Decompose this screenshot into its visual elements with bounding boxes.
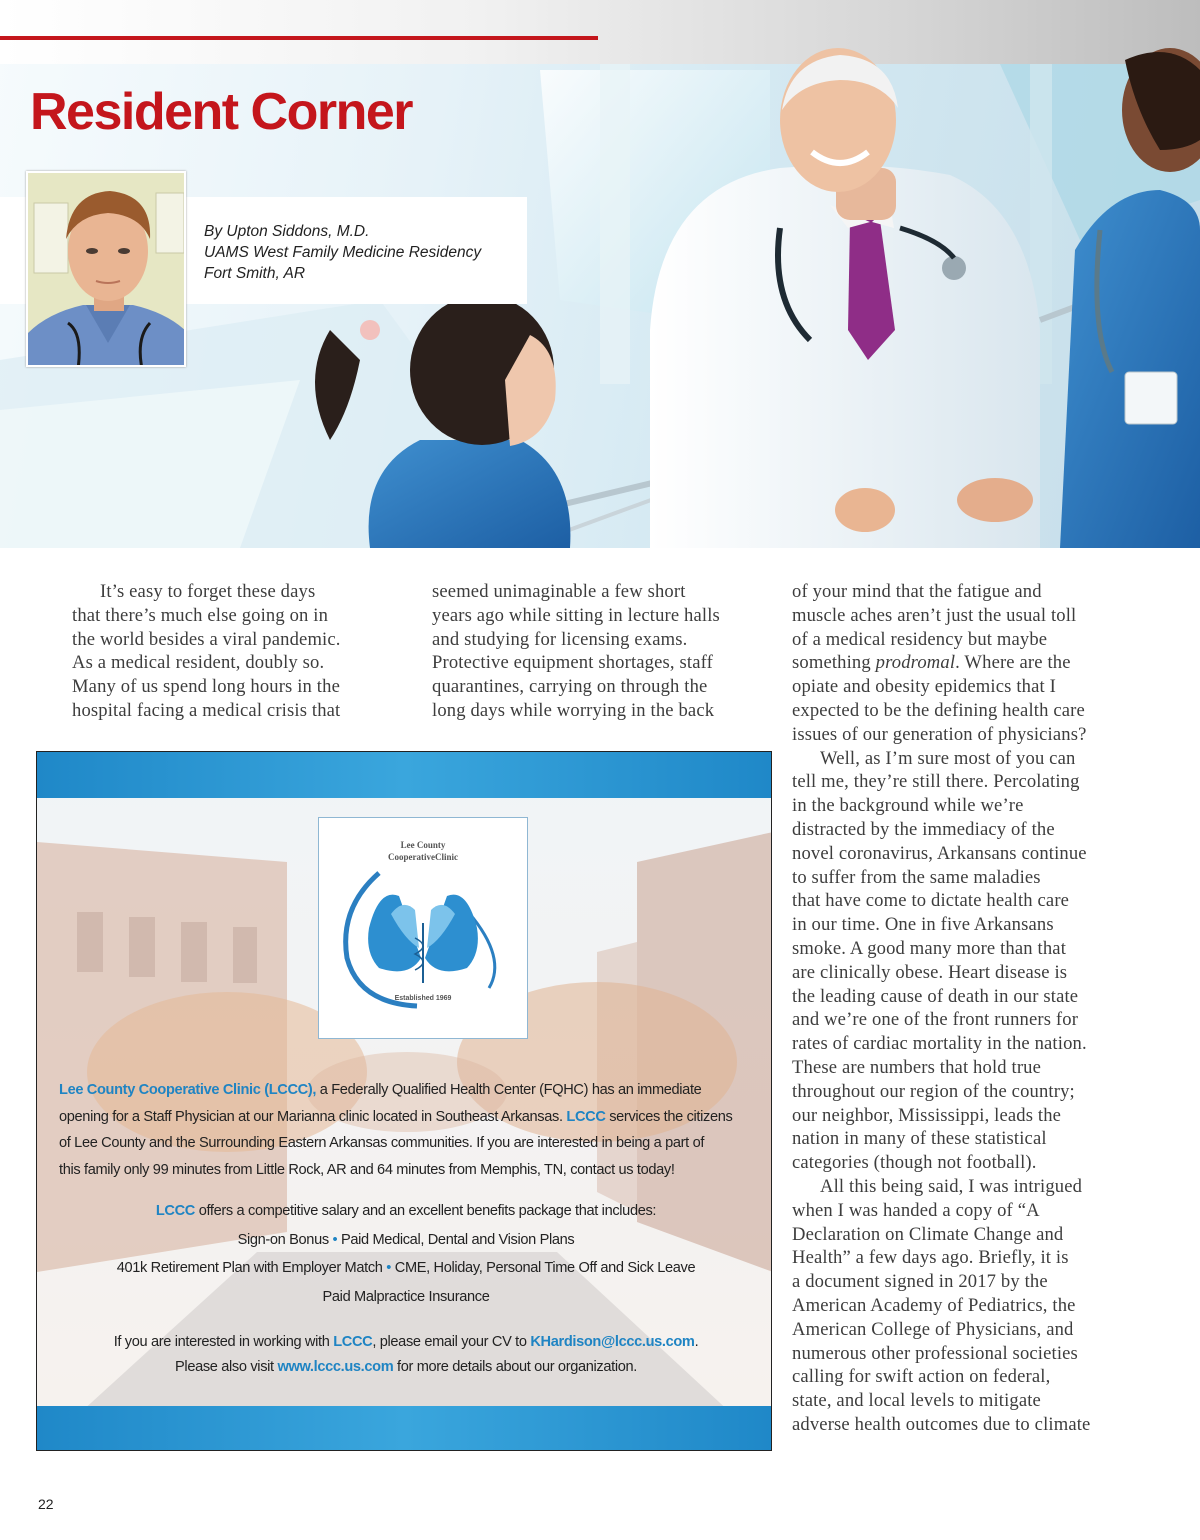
- text-line: our neighbor, Mississippi, leads the: [792, 1104, 1062, 1126]
- clinic-name: Lee County Cooperative Clinic (LCCC),: [59, 1082, 317, 1098]
- text-line: [792, 651, 1090, 675]
- benefit-item: 401k Retirement Plan with Employer Match: [116, 1260, 383, 1276]
- text-line: and studying for licensing exams.: [432, 628, 688, 650]
- text-line: years ago while sitting in lecture halls: [432, 604, 720, 626]
- ad-text-span: offers a competitive salary and an excellent benefits package that includes:: [194, 1203, 657, 1219]
- text-line: These are numbers that hold true: [792, 1056, 1042, 1078]
- ad-line: [59, 1077, 753, 1104]
- article-column-3: [792, 580, 1090, 1437]
- text-line: opiate and obesity epidemics that I: [792, 676, 1056, 698]
- text-line: rates of cardiac mortality in the nation.: [792, 1033, 1087, 1055]
- ad-bottom-bar: [37, 1406, 771, 1450]
- text-line: categories (though not football).: [792, 1152, 1037, 1174]
- bullet-separator: •: [386, 1260, 392, 1276]
- clinic-logo: [318, 817, 528, 1039]
- ad-line: this family only 99 minutes from Little Rock, AR and 64 minutes from Memphis, TN, contact us today!: [59, 1161, 675, 1178]
- ad-text-span: opening for a Staff Physician at our Marianna clinic located in Southeast Arkansas.: [59, 1108, 567, 1125]
- text-line: to suffer from the same maladies: [792, 866, 1041, 888]
- text-line: hospital facing a medical crisis that: [72, 699, 341, 721]
- text-line: a document signed in 2017 by the: [792, 1271, 1048, 1293]
- clinic-abbr: LCCC: [155, 1203, 195, 1219]
- byline-location: Fort Smith, AR: [204, 265, 306, 282]
- text-line: issues of our generation of physicians?: [792, 723, 1087, 745]
- byline: [204, 221, 481, 284]
- text-line: when I was handed a copy of “A: [792, 1199, 1040, 1221]
- text-line: distracted by the immediacy of the: [792, 818, 1055, 840]
- benefit-item: Sign-on Bonus: [237, 1231, 329, 1248]
- ad-text-span: for more details about our organization.: [393, 1359, 637, 1375]
- byline-author: By Upton Siddons, M.D.: [204, 223, 370, 240]
- text-line: the world besides a viral pandemic.: [72, 628, 341, 650]
- text-line: that have come to dictate health care: [792, 890, 1070, 912]
- text-span: . Where are the: [955, 652, 1071, 674]
- text-line: seemed unimaginable a few short: [432, 581, 686, 602]
- ad-line: of Lee County and the Surrounding Eastern Arkansas communities. If you are interested in being a part of: [59, 1135, 705, 1151]
- text-line: muscle aches aren’t just the usual toll: [792, 604, 1077, 626]
- ad-line: [59, 1197, 753, 1226]
- author-photo: [26, 171, 186, 367]
- text-line: As a medical resident, doubly so.: [72, 652, 325, 674]
- ad-benefits: [59, 1197, 753, 1311]
- contact-email-link[interactable]: KHardison@lccc.us.com: [530, 1334, 695, 1350]
- text-line: and we’re one of the front runners for: [792, 1009, 1079, 1031]
- benefit-item: Paid Malpractice Insurance: [322, 1288, 490, 1305]
- emphasis-word: prodromal: [875, 652, 956, 674]
- text-line: novel coronavirus, Arkansans continue: [792, 842, 1087, 864]
- article-column-1: [72, 580, 341, 723]
- text-line: nation in many of these statistical: [792, 1128, 1047, 1150]
- author-portrait: [28, 173, 186, 367]
- ad-text-span: .: [694, 1334, 699, 1350]
- text-line: It’s easy to forget these days: [100, 581, 316, 602]
- ad-line: [59, 1330, 753, 1355]
- article-column-2: [432, 580, 720, 723]
- ad-text-span: If you are interested in working with: [113, 1334, 334, 1350]
- text-line: smoke. A good many more than that: [792, 937, 1067, 959]
- text-line: expected to be the defining health care: [792, 699, 1085, 721]
- text-line: All this being said, I was intrigued: [820, 1175, 1083, 1197]
- ad-line: [59, 1355, 753, 1380]
- ad-paragraph-1: [59, 1077, 753, 1183]
- text-line: calling for swift action on federal,: [792, 1366, 1051, 1388]
- text-line: are clinically obese. Heart disease is: [792, 961, 1068, 983]
- clinic-abbr: LCCC: [333, 1334, 373, 1350]
- logo-line-2: CooperativeClinic: [388, 852, 458, 862]
- ad-line: [59, 1254, 753, 1283]
- clinic-advertisement: [36, 751, 772, 1451]
- text-line: that there’s much else going on in: [72, 604, 329, 626]
- text-line: the leading cause of death in our state: [792, 985, 1079, 1007]
- ad-text-span: , please email your CV to: [372, 1334, 531, 1350]
- text-line: Many of us spend long hours in the: [72, 676, 340, 698]
- ad-line: [59, 1226, 753, 1255]
- text-line: adverse health outcomes due to climate: [792, 1413, 1091, 1435]
- text-line: Declaration on Climate Change and: [792, 1223, 1064, 1245]
- text-line: of a medical residency but maybe: [792, 628, 1048, 650]
- text-line: Health” a few days ago. Briefly, it is: [792, 1247, 1069, 1269]
- ad-top-bar: [37, 752, 771, 798]
- logo-established: Established 1969: [394, 995, 452, 1002]
- text-line: in our time. One in five Arkansans: [792, 914, 1054, 936]
- logo-line-1: Lee County: [400, 840, 446, 850]
- ad-line: [59, 1104, 753, 1131]
- text-line: American Academy of Pediatrics, the: [792, 1294, 1076, 1316]
- text-line: Protective equipment shortages, staff: [432, 652, 713, 674]
- ad-text-span: a Federally Qualified Health Center (FQHC) has an immediate: [316, 1082, 702, 1098]
- byline-affiliation: UAMS West Family Medicine Residency: [204, 244, 482, 261]
- red-header-rule: [0, 36, 598, 40]
- text-line: state, and local levels to mitigate: [792, 1390, 1041, 1412]
- text-line: tell me, they’re still there. Percolating: [792, 771, 1080, 793]
- text-line: American College of Physicians, and: [792, 1318, 1074, 1340]
- page-number: 22: [38, 1496, 54, 1512]
- text-line: quarantines, carrying on through the: [432, 676, 708, 698]
- clinic-abbr: LCCC: [566, 1108, 606, 1125]
- text-span: something: [792, 652, 876, 674]
- text-line: Well, as I’m sure most of you can: [820, 747, 1076, 769]
- clinic-logo-graphic: [319, 818, 527, 1038]
- text-line: in the background while we’re: [792, 795, 1024, 817]
- section-title: Resident Corner: [30, 83, 413, 141]
- ad-text-span: services the citizens: [605, 1108, 733, 1125]
- benefit-item: Paid Medical, Dental and Vision Plans: [340, 1231, 575, 1248]
- website-link[interactable]: www.lccc.us.com: [277, 1359, 394, 1375]
- text-line: of your mind that the fatigue and: [792, 581, 1042, 602]
- benefit-item: CME, Holiday, Personal Time Off and Sick Leave: [394, 1260, 696, 1276]
- ad-contact: [59, 1330, 753, 1380]
- bullet-separator: •: [332, 1231, 338, 1248]
- text-line: throughout our region of the country;: [792, 1080, 1075, 1102]
- ad-text-span: Please also visit: [175, 1359, 278, 1375]
- text-line: numerous other professional societies: [792, 1342, 1078, 1364]
- text-line: long days while worrying in the back: [432, 699, 715, 721]
- hero-photo: [0, 0, 1200, 548]
